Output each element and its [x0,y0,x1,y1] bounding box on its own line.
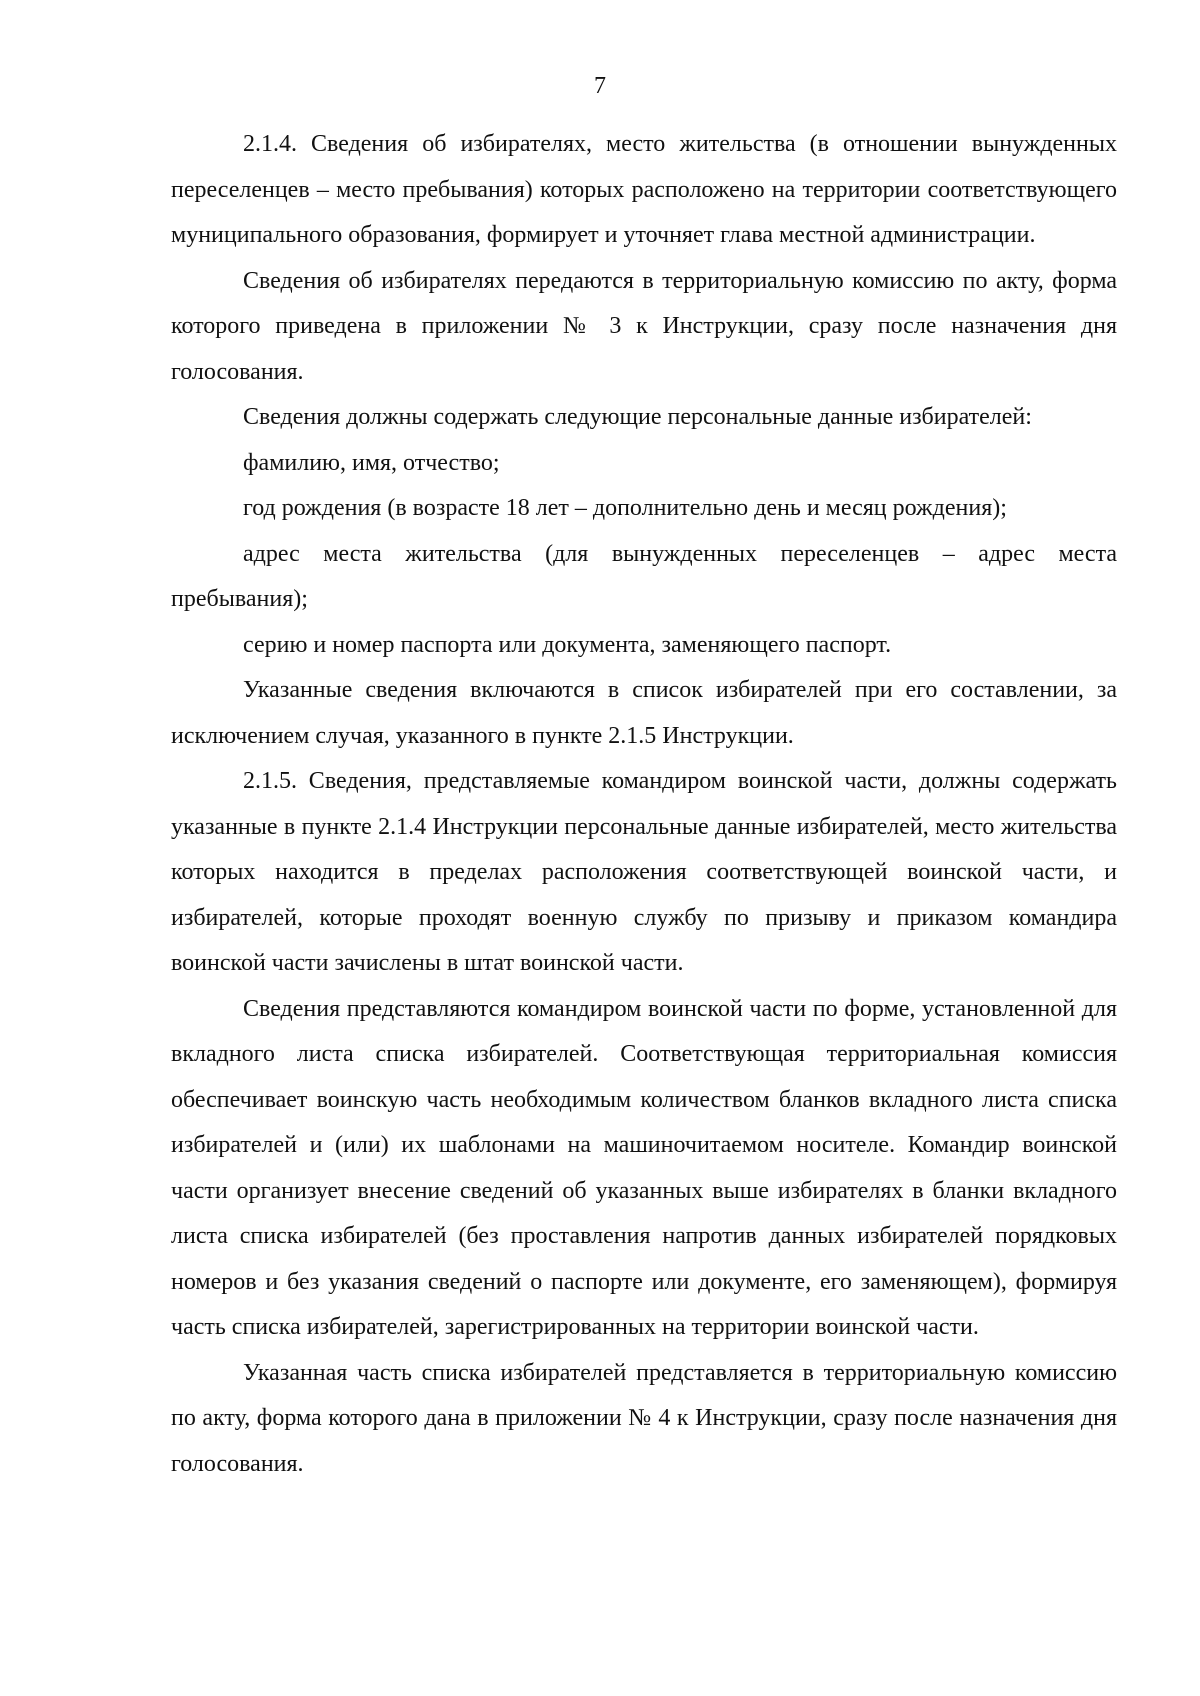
paragraph-personal-data-intro: Сведения должны содержать следующие персональные данные избирателей: [243,404,1032,430]
document-body [171,122,1117,1487]
list-item-passport: серию и номер паспорта или документа, заменяющего паспорт. [243,631,892,658]
paragraph-military-form: Сведения представляются командиром воинской части по форме, установленной для вкладного листа списка избирателей. Соответствующая территориальная комиссия обеспечивает воинскую часть необходимым количеством бланков вкладного листа списка избирателей и (или) их шаблонами на машиночитаемом носителе. Командир воинской части организует внесение сведений об указанных выше избирателях в бланки вкладного листа списка избирателей (без проставления напротив данных избирателей порядковых номеров и без указания сведений о паспорте или документе, его заменяющем), формируя часть списка избирателей, зарегистрированных на территории воинской части. [171,995,1117,1340]
paragraph-2-1-4: 2.1.4. Сведения об избирателях, место жительства (в отношении вынужденных переселенцев – место пребывания) которых расположено на территории соответствующего муниципального образования, формирует и уточняет глава местной администрации. [171,131,1117,248]
list-item-address: адрес места жительства (для вынужденных переселенцев – адрес места пребывания); [171,540,1117,612]
paragraph-transfer-info: Сведения об избирателях передаются в территориальную комиссию по акту, форма которого приведена в приложении № 3 к Инструкции, сразу после назначения дня голосования. [171,267,1117,385]
list-item-birth-year: год рождения (в возрасте 18 лет – дополнительно день и месяц рождения); [243,495,1007,521]
paragraph-2-1-5: 2.1.5. Сведения, представляемые командиром воинской части, должны содержать указанные в пункте 2.1.4 Инструкции персональные данные избирателей, место жительства которых находится в пределах расположения соответствующей воинской части, и избирателей, которые проходят военную службу по призыву и приказом командира воинской части зачислены в штат воинской части. [171,768,1117,976]
paragraph-military-act: Указанная часть списка избирателей представляется в территориальную комиссию по акту, форма которого дана в приложении № 4 к Инструкции, сразу после назначения дня голосования. [171,1359,1117,1477]
page-number: 7 [594,73,606,99]
paragraph-inclusion: Указанные сведения включаются в список избирателей при его составлении, за исключением случая, указанного в пункте 2.1.5 Инструкции. [171,677,1117,749]
list-item-full-name: фамилию, имя, отчество; [243,449,500,476]
